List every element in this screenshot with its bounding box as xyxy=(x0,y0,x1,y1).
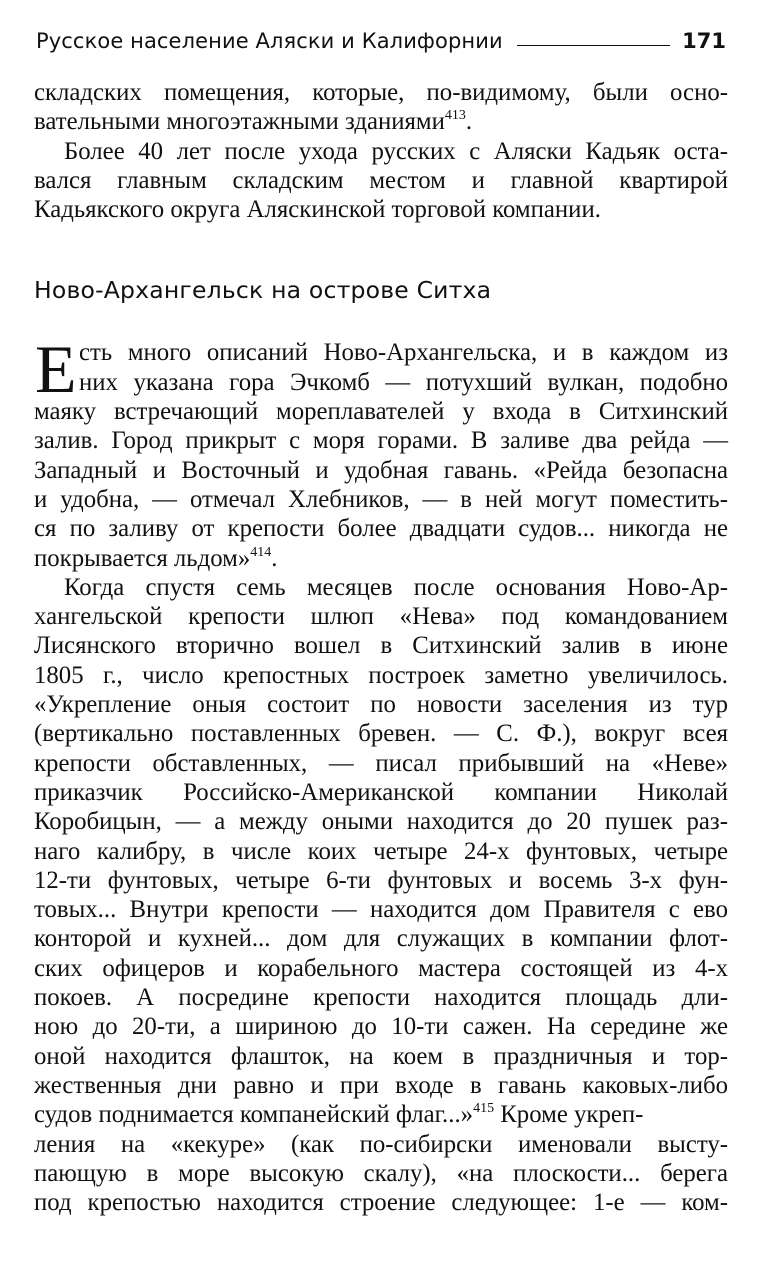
text-line: Кадьякского округа Аляскинской торговой компании. xyxy=(34,196,601,224)
running-head xyxy=(36,26,726,56)
text-line: Западный и Восточный и удобная гавань. «Рейда безопасна xyxy=(34,456,728,484)
text-fragment: Кроме укреп- xyxy=(494,1101,644,1129)
text-line: оной находится флашток, на коем в праздничныя и тор- xyxy=(34,1042,728,1070)
text-fragment: судов поднимается компанейский флаг...» xyxy=(34,1101,474,1129)
text-line xyxy=(34,107,728,136)
text-line: сть много описаний Ново-Архангельска, и в каждом из xyxy=(79,339,728,367)
text-line: ления на «кекуре» (как по-сибирски именовали высту- xyxy=(34,1130,728,1158)
body-text xyxy=(34,78,728,1217)
text-fragment: покрывается льдом» xyxy=(34,544,251,572)
running-title: Русское население Аляски и Калифорнии xyxy=(36,29,503,53)
text-line: крепости обставленных, — писал прибывший на «Неве» xyxy=(34,749,728,777)
section-heading: Ново-Архангельск на острове Ситха xyxy=(34,276,492,305)
drop-cap: Е xyxy=(35,331,77,408)
running-head-rule xyxy=(517,45,670,46)
text-line: складских помещения, которые, по-видимому, были осно- xyxy=(34,79,728,106)
text-line: маяку встречающий мореплавателей у входа в Ситхинский xyxy=(34,398,728,426)
text-line: вался главным складским местом и главной квартирой xyxy=(34,166,728,194)
text-fragment: . xyxy=(271,544,278,572)
text-line: под крепостью находится строение следующее: 1-е — ком- xyxy=(34,1189,728,1217)
footnote-ref: 413 xyxy=(444,108,466,124)
text-line xyxy=(34,1100,728,1129)
text-line: залив. Город прикрыт с моря горами. В заливе два рейда — xyxy=(34,427,728,455)
text-line: них указана гора Эчкомб — потухший вулкан, подобно xyxy=(79,368,728,396)
text-line: Коробицын, — а между оными находится до 20 пушек раз- xyxy=(34,808,728,836)
text-line: Когда спустя семь месяцев после основания Ново-Ар- xyxy=(64,573,728,601)
text-line: ною до 20-ти, а шириною до 10-ти сажен. На середине же xyxy=(34,1013,728,1041)
page-number: 171 xyxy=(682,29,726,53)
text-line: «Укрепление оныя состоит по новости заселения из тур xyxy=(34,691,728,719)
text-line: ся по заливу от крепости более двадцати судов... никогда не xyxy=(34,515,728,543)
text-line: Лисянского вторично вошел в Ситхинский залив в июне xyxy=(34,632,728,660)
text-line: и удобна, — отмечал Хлебников, — в ней могут поместить- xyxy=(34,485,728,513)
text-line: жественныя дни равно и при входе в гавань каковых-либо xyxy=(34,1071,728,1099)
text-line: пающую в море высокую скалу), «на плоскости... берега xyxy=(34,1159,728,1187)
text-line: конторой и кухней... дом для служащих в компании флот- xyxy=(34,925,728,953)
text-line: (вертикально поставленных бревен. — С. Ф.), вокруг всея xyxy=(34,720,728,748)
dropcap-paragraph xyxy=(34,331,728,572)
footnote-ref: 415 xyxy=(473,1101,495,1117)
text-line: 1805 г., число крепостных построек заметно увеличилось. xyxy=(34,661,728,689)
text-line: хангельской крепости шлюп «Нева» под командованием xyxy=(34,603,728,631)
text-line: наго калибру, в числе коих четыре 24-х фунтовых, четыре xyxy=(34,837,728,865)
text-line: ских офицеров и корабельного мастера состоящей из 4-х xyxy=(34,954,728,982)
text-fragment: вательными многоэтажными зданиями xyxy=(34,108,445,136)
text-line: 12-ти фунтовых, четыре 6-ти фунтовых и восемь 3-х фун- xyxy=(34,866,728,894)
text-line xyxy=(34,544,728,573)
text-line: приказчик Российско-Американской компании Николай xyxy=(34,778,728,806)
text-line: покоев. А посредине крепости находится площадь дли- xyxy=(34,984,728,1012)
text-fragment: . xyxy=(465,108,473,136)
footnote-ref: 414 xyxy=(250,544,272,560)
text-line: товых... Внутри крепости — находится дом Правителя с ево xyxy=(34,896,728,924)
text-line: Более 40 лет после ухода русских с Аляски Кадьяк оста- xyxy=(64,137,728,165)
